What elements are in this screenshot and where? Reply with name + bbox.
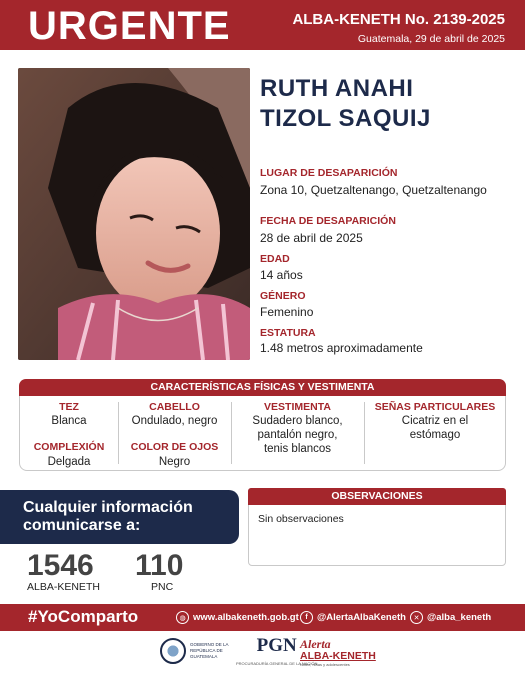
height-label: ESTATURA (260, 327, 316, 339)
phone-label-pnc: PNC (151, 581, 174, 593)
observations-text: Sin observaciones (258, 513, 344, 525)
website-text: www.albakeneth.gob.gt (193, 612, 299, 623)
date-value: 28 de abril de 2025 (260, 231, 363, 245)
contact-line: comunicarse a: (23, 517, 141, 534)
distinguishing-marks-value (364, 414, 506, 442)
facebook-link[interactable] (300, 611, 406, 624)
alba-keneth-logo (300, 638, 376, 668)
globe-icon: ◍ (176, 611, 189, 624)
eye-color-label: COLOR DE OJOS (130, 441, 219, 453)
phone-number-pnc[interactable]: 110 (135, 549, 184, 582)
pgn-logo-text: PGN (256, 635, 297, 656)
alba-keneth-logo-subtext: Niñez, niñas y adolescentes (300, 662, 350, 667)
alert-date: Guatemala, 29 de abril de 2025 (357, 33, 505, 45)
height-value: 1.48 metros aproximadamente (260, 341, 423, 355)
pgn-logo-subtext: PROCURADURÍA GENERAL DE LA NACIÓN (236, 661, 318, 666)
gender-value: Femenino (260, 305, 314, 319)
footer-bar (0, 604, 525, 631)
header-banner (0, 0, 525, 50)
observations-title: OBSERVACIONES (248, 488, 506, 505)
website-link[interactable] (176, 611, 299, 624)
place-label: LUGAR DE DESAPARICIÓN (260, 167, 398, 179)
guatemala-government-logo (160, 638, 248, 664)
contact-text (23, 499, 223, 535)
facebook-icon: f (300, 611, 313, 624)
marks-line: estómago (409, 429, 461, 441)
complexion-value: Delgada (47, 456, 91, 468)
missing-person-photo (18, 68, 250, 360)
date-label: FECHA DE DESAPARICIÓN (260, 215, 396, 227)
gender-label: GÉNERO (260, 290, 306, 302)
alerta-logo-text: Alerta (300, 637, 331, 651)
characteristics-title: CARACTERÍSTICAS FÍSICAS Y VESTIMENTA (19, 379, 506, 396)
person-name-line2: TIZOL SAQUIJ (260, 105, 431, 132)
tez-label: TEZ (59, 401, 79, 413)
urgent-title: URGENTE (28, 4, 231, 48)
person-name (260, 74, 431, 134)
clothing-value (231, 414, 364, 456)
distinguishing-marks-label: SEÑAS PARTICULARES (374, 401, 496, 413)
guatemala-logo-text: GOBIERNO DE LA REPÚBLICA DE GUATEMALA (190, 642, 229, 659)
clothing-label: VESTIMENTA (264, 401, 331, 413)
hair-label: CABELLO (149, 401, 200, 413)
facebook-text: @AlertaAlbaKeneth (317, 612, 406, 623)
hair-value: Ondulado, negro (131, 415, 218, 427)
x-icon: ✕ (410, 611, 423, 624)
marks-line: Cicatriz en el (401, 415, 469, 427)
place-value: Zona 10, Quetzaltenango, Quetzaltenango (260, 183, 487, 197)
x-link[interactable] (410, 611, 491, 624)
clothing-line: Sudadero blanco, (252, 415, 343, 427)
eye-color-value: Negro (158, 456, 191, 468)
guatemala-seal-icon (160, 638, 186, 664)
clothing-line: tenis blancos (263, 443, 332, 455)
phone-number-alba-keneth[interactable]: 1546 (27, 549, 94, 582)
hashtag: #YoComparto (28, 607, 139, 626)
tez-value: Blanca (51, 415, 87, 427)
clothing-line: pantalón negro, (257, 429, 338, 441)
contact-line: Cualquier información (23, 499, 193, 516)
age-value: 14 años (260, 268, 303, 282)
alba-keneth-logo-text: ALBA-KENETH (300, 650, 376, 662)
alert-number: ALBA-KENETH No. 2139-2025 (292, 11, 505, 28)
x-text: @alba_keneth (427, 612, 492, 623)
age-label: EDAD (260, 253, 290, 265)
complexion-label: COMPLEXIÓN (33, 441, 105, 453)
contact-banner (0, 490, 239, 544)
phone-label-alba-keneth: ALBA-KENETH (27, 581, 100, 593)
person-name-line1: RUTH ANAHI (260, 75, 414, 102)
